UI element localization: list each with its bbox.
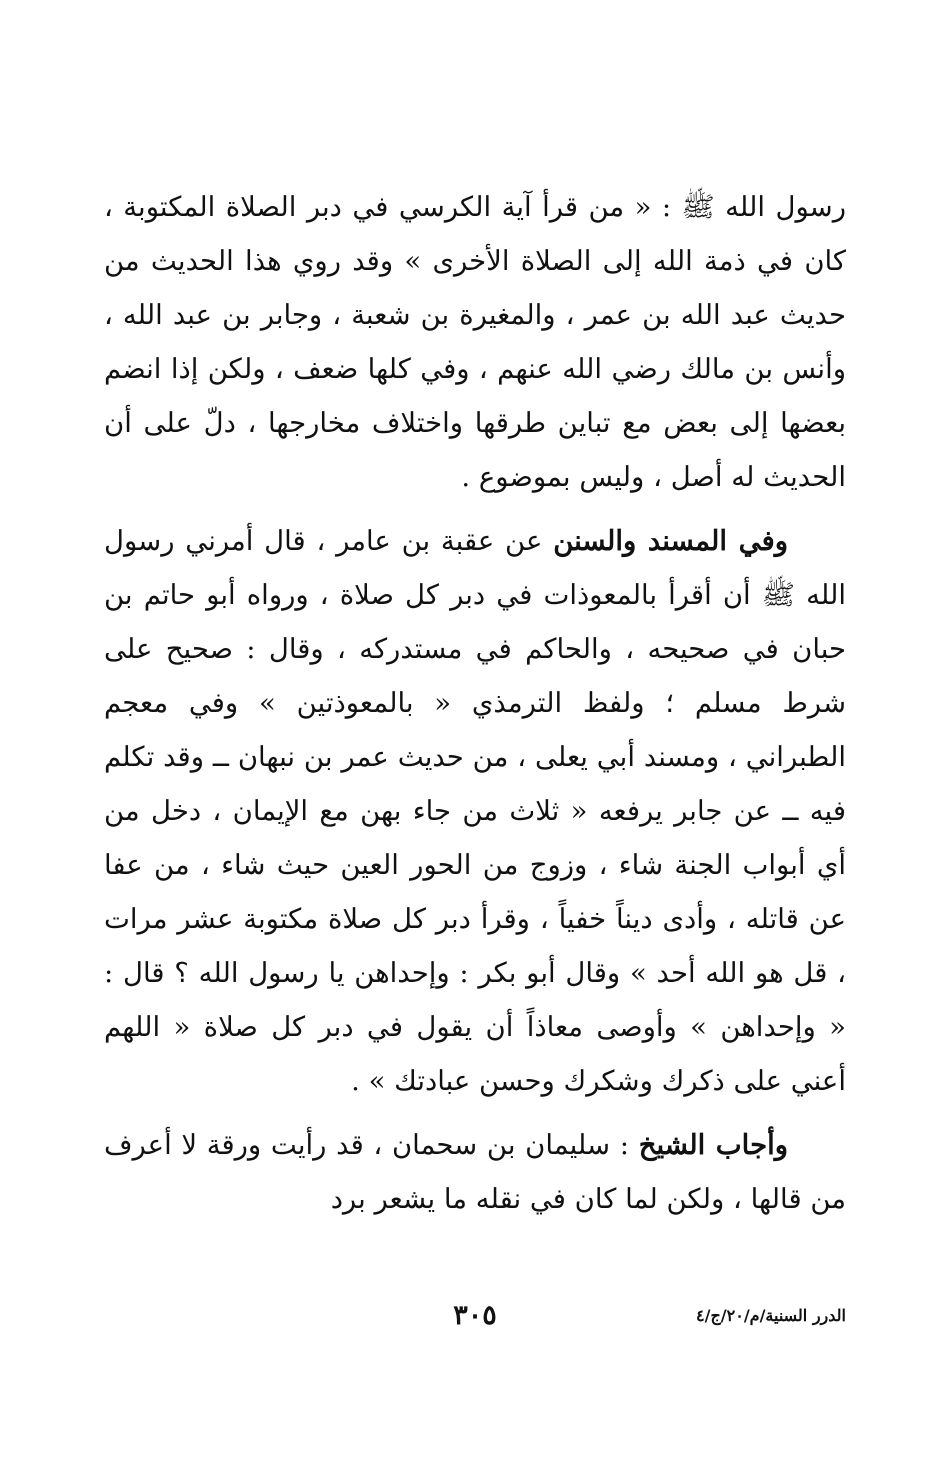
- paragraph-2: [104, 514, 846, 1108]
- page-number: ٣٠٥: [453, 1300, 497, 1331]
- page-body: [104, 180, 846, 1226]
- paragraph-1-text: رسول الله ﷺ : « من قرأ آية الكرسي في دبر الصلاة المكتوبة ، كان في ذمة الله إلى الصلاة الأخرى » وقد روي هذا الحديث من حديث عبد الله بن عمر ، والمغيرة بن شعبة ، وجابر بن عبد الله ، وأنس بن مالك رضي الله عنهم ، وفي كلها ضعف ، ولكن إذا انضم بعضها إلى بعض مع تباين طرقها واختلاف مخارجها ، دلّ على أن الحديث له أصل ، وليس بموضوع .: [104, 191, 846, 493]
- paragraph-2-text: عن عقبة بن عامر ، قال أمرني رسول الله ﷺ أن أقرأ بالمعوذات في دبر كل صلاة ، ورواه أبو حاتم بن حبان في صحيحه ، والحاكم في مستدركه ، وقال : صحيح على شرط مسلم ؛ ولفظ الترمذي « بالمعوذتين » وفي معجم الطبراني ، ومسند أبي يعلى ، من حديث عمر بن نبهان ــ وقد تكلم فيه ــ عن جابر يرفعه « ثلاث من جاء بهن مع الإيمان ، دخل من أي أبواب الجنة شاء ، وزوج من الحور العين حيث شاء ، من عفا عن قاتله ، وأدى ديناً خفياً ، وقرأ دبر كل صلاة مكتوبة عشر مرات ، قل هو الله أحد » وقال أبو بكر : وإحداهن يا رسول الله ؟ قال : « وإحداهن » وأوصى معاذاً أن يقول في دبر كل صلاة « اللهم أعني على ذكرك وشكرك وحسن عبادتك » .: [104, 525, 846, 1097]
- paragraph-3-text: : سليمان بن سحمان ، قد رأيت ورقة لا أعرف من قالها ، ولكن لما كان في نقله ما يشعر برد: [104, 1129, 846, 1215]
- paragraph-3: [104, 1118, 846, 1226]
- paragraph-1: [104, 180, 846, 504]
- paragraph-3-lead: وأجاب الشيخ: [638, 1129, 788, 1161]
- volume-signature: الدرر السنية/م/٢٠/ج/٤: [696, 1306, 846, 1325]
- paragraph-2-lead: وفي المسند والسنن: [553, 525, 788, 557]
- page-footer: [104, 1300, 846, 1340]
